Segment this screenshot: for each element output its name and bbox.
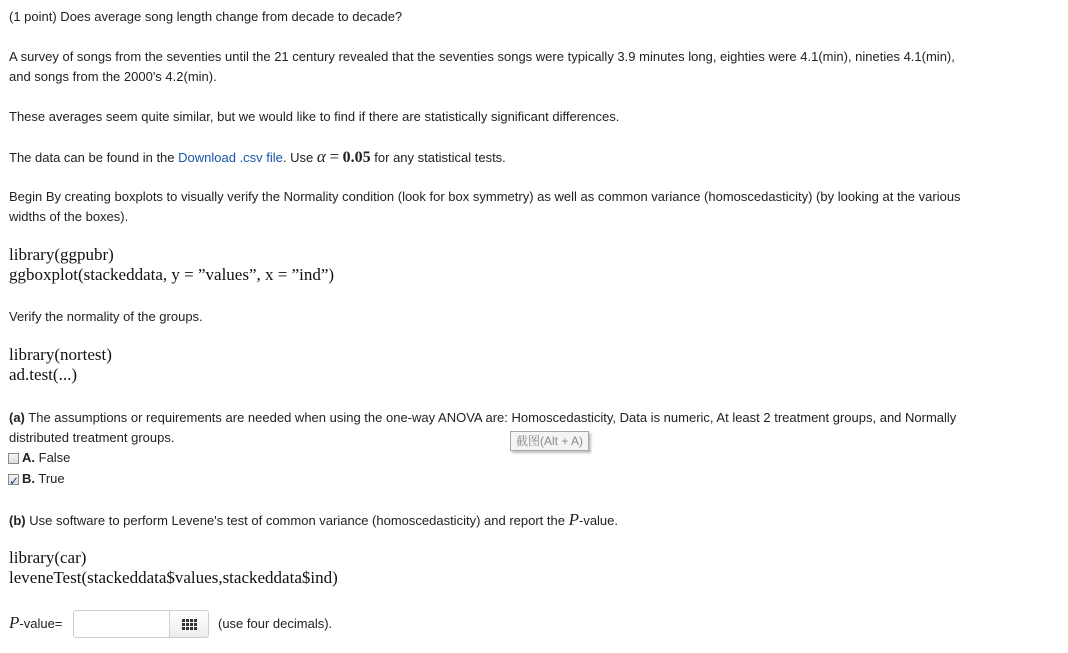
intro-text-line1: A survey of songs from the seventies until the 21 century revealed that the seventies songs were typically 3.9 minutes long, eighties were 4.1(min), nineties 4.1(min), (9, 49, 955, 64)
grid-icon (182, 619, 197, 630)
answer-hint: (use four decimals). (218, 616, 333, 631)
question-header: (1 point) Does average song length change from decade to decade? (9, 9, 403, 24)
part-a-statement: The assumptions or requirements are needed when using the one-way ANOVA are: Homoscedasticity, Data is numeric, At least 2 treatment groups, and Normally (28, 410, 957, 425)
option-a-text: False (38, 450, 71, 465)
p-value-input[interactable] (73, 610, 170, 638)
code-levene-test: leveneTest(stackeddata$values,stackeddata$ind) (9, 568, 338, 587)
code-ggpubr-library: library(ggpubr) (9, 245, 114, 264)
data-suffix: . Use (282, 150, 314, 165)
option-a[interactable] (8, 448, 70, 468)
equals-sign: = (329, 147, 340, 166)
part-b-prefix: Use software to perform Levene's test of common variance (homoscedasticity) and report the (29, 513, 565, 528)
option-a-letter: A. (22, 450, 35, 465)
p-value-label (9, 613, 62, 634)
part-a-text-line2: distributed treatment groups. (9, 430, 175, 445)
code-nortest-library: library(nortest) (9, 345, 112, 364)
alpha-value: 0.05 (342, 149, 371, 166)
data-instructions (9, 147, 506, 168)
data-tail: for any statistical tests. (374, 150, 506, 165)
equation-palette-button[interactable] (170, 610, 209, 638)
part-b-text (9, 510, 618, 531)
begin-text-line2: widths of the boxes). (9, 209, 129, 224)
p-value-label-text: -value= (19, 616, 63, 631)
option-b[interactable] (8, 469, 65, 489)
code-car-library: library(car) (9, 548, 87, 567)
part-a-label: (a) (9, 410, 25, 425)
part-a-text-line1 (9, 408, 956, 428)
option-b-checkbox[interactable] (8, 474, 19, 485)
data-prefix: The data can be found in the (9, 150, 175, 165)
option-b-text: True (38, 471, 65, 486)
code-ad-test: ad.test(...) (9, 365, 77, 384)
intro-text-line2: and songs from the 2000's 4.2(min). (9, 69, 217, 84)
begin-text-line1: Begin By creating boxplots to visually verify the Normality condition (look for box symmetry) as well as common variance (homoscedasticity) (by looking at the various (9, 189, 961, 204)
alpha-symbol: α (316, 147, 326, 166)
p-value-symbol: P (9, 613, 20, 632)
similar-text: These averages seem quite similar, but we would like to find if there are statistically significant differences. (9, 109, 620, 124)
part-b-label: (b) (9, 513, 26, 528)
option-b-letter: B. (22, 471, 35, 486)
verify-normality-text: Verify the normality of the groups. (9, 309, 203, 324)
download-csv-link[interactable]: Download .csv file (178, 150, 283, 165)
part-b-suffix: -value. (578, 513, 619, 528)
screenshot-tooltip: 截图(Alt + A) (510, 431, 589, 451)
option-a-checkbox[interactable] (8, 453, 19, 464)
p-symbol: P (568, 510, 579, 529)
code-ggboxplot: ggboxplot(stackeddata, y = ”values”, x = ”ind”) (9, 265, 335, 284)
